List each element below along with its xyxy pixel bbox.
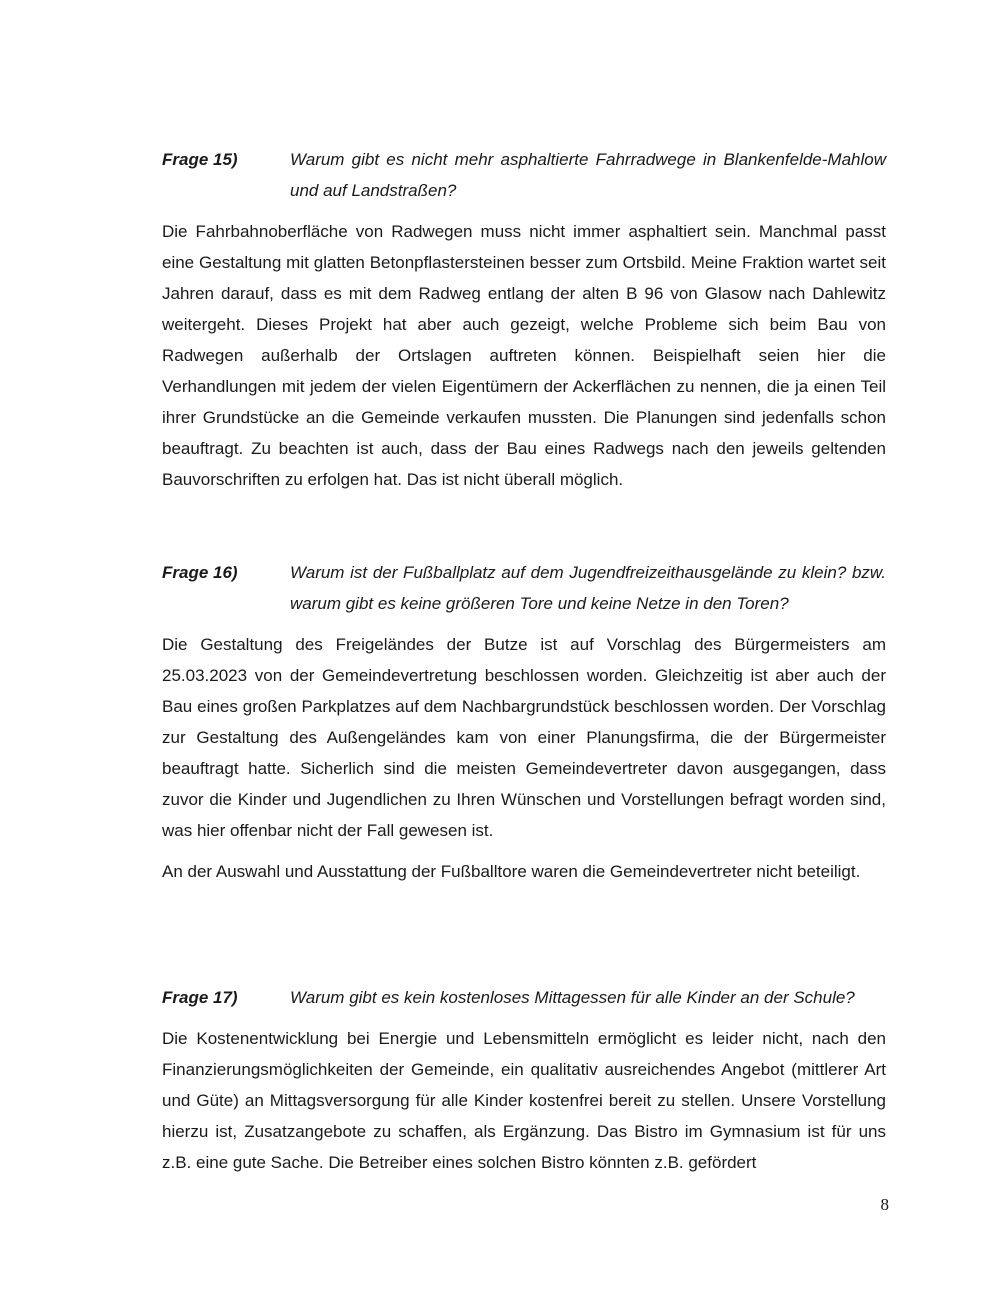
question-text: Warum gibt es nicht mehr asphaltierte Fahrradwege in Blankenfelde-Mahlow und auf Landstraßen? <box>290 150 886 200</box>
answer-paragraph: Die Gestaltung des Freigeländes der Butze ist auf Vorschlag des Bürgermeisters am 25.03.2023 von der Gemeindevertretung beschlossen worden. Gleichzeitig ist aber auch der Bau eines großen Parkplatzes auf dem Nachbargrundstück beschlossen worden. Der Vorschlag zur Gestaltung des Außengeländes kam von einer Planungsfirma, die der Bürgermeister beauftragt hatte. Sicherlich sind die meisten Gemeindevertreter davon ausgegangen, dass zuvor die Kinder und Jugendlichen zu Ihren Wünschen und Vorstellungen befragt worden sind, was hier offenbar nicht der Fall gewesen ist. <box>162 635 886 840</box>
answer-paragraph: An der Auswahl und Ausstattung der Fußballtore waren die Gemeindevertreter nicht beteiligt. <box>162 862 861 881</box>
question-label: Frage 17) <box>162 988 238 1007</box>
question-block <box>162 982 886 1013</box>
section-frage-15 <box>162 144 886 495</box>
question-label: Frage 15) <box>162 150 238 169</box>
question-label: Frage 16) <box>162 563 238 582</box>
question-text: Warum ist der Fußballplatz auf dem Jugendfreizeithausgelände zu klein? bzw. warum gibt es keine größeren Tore und keine Netze in den Toren? <box>290 563 886 613</box>
answer-paragraph: Die Fahrbahnoberfläche von Radwegen muss nicht immer asphaltiert sein. Manchmal passt eine Gestaltung mit glatten Betonpflastersteinen besser zum Ortsbild. Meine Fraktion wartet seit Jahren darauf, dass es mit dem Radweg entlang der alten B 96 von Glasow nach Dahlewitz weitergeht. Dieses Projekt hat aber auch gezeigt, welche Probleme sich beim Bau von Radwegen außerhalb der Ortslagen auftreten können. Beispielhaft seien hier die Verhandlungen mit jedem der vielen Eigentümern der Ackerflächen zu nennen, die ja einen Teil ihrer Grundstücke an die Gemeinde verkaufen mussten. Die Planungen sind jedenfalls schon beauftragt. Zu beachten ist auch, dass der Bau eines Radwegs nach den jeweils geltenden Bauvorschriften zu erfolgen hat. Das ist nicht überall möglich. <box>162 222 886 489</box>
question-block <box>162 557 886 619</box>
question-block <box>162 144 886 206</box>
section-frage-17 <box>162 982 886 1178</box>
question-text: Warum gibt es kein kostenloses Mittagessen für alle Kinder an der Schule? <box>290 988 855 1007</box>
section-frage-16 <box>162 557 886 887</box>
page-number: 8 <box>880 1195 889 1214</box>
answer-paragraph: Die Kostenentwicklung bei Energie und Lebensmitteln ermöglicht es leider nicht, nach den Finanzierungsmöglichkeiten der Gemeinde, ein qualitativ ausreichendes Angebot (mittlerer Art und Güte) an Mittagsversorgung für alle Kinder kostenfrei bereit zu stellen. Unsere Vorstellung hierzu ist, Zusatzangebote zu schaffen, als Ergänzung. Das Bistro im Gymnasium ist für uns z.B. eine gute Sache. Die Betreiber eines solchen Bistro könnten z.B. gefördert <box>162 1029 886 1172</box>
